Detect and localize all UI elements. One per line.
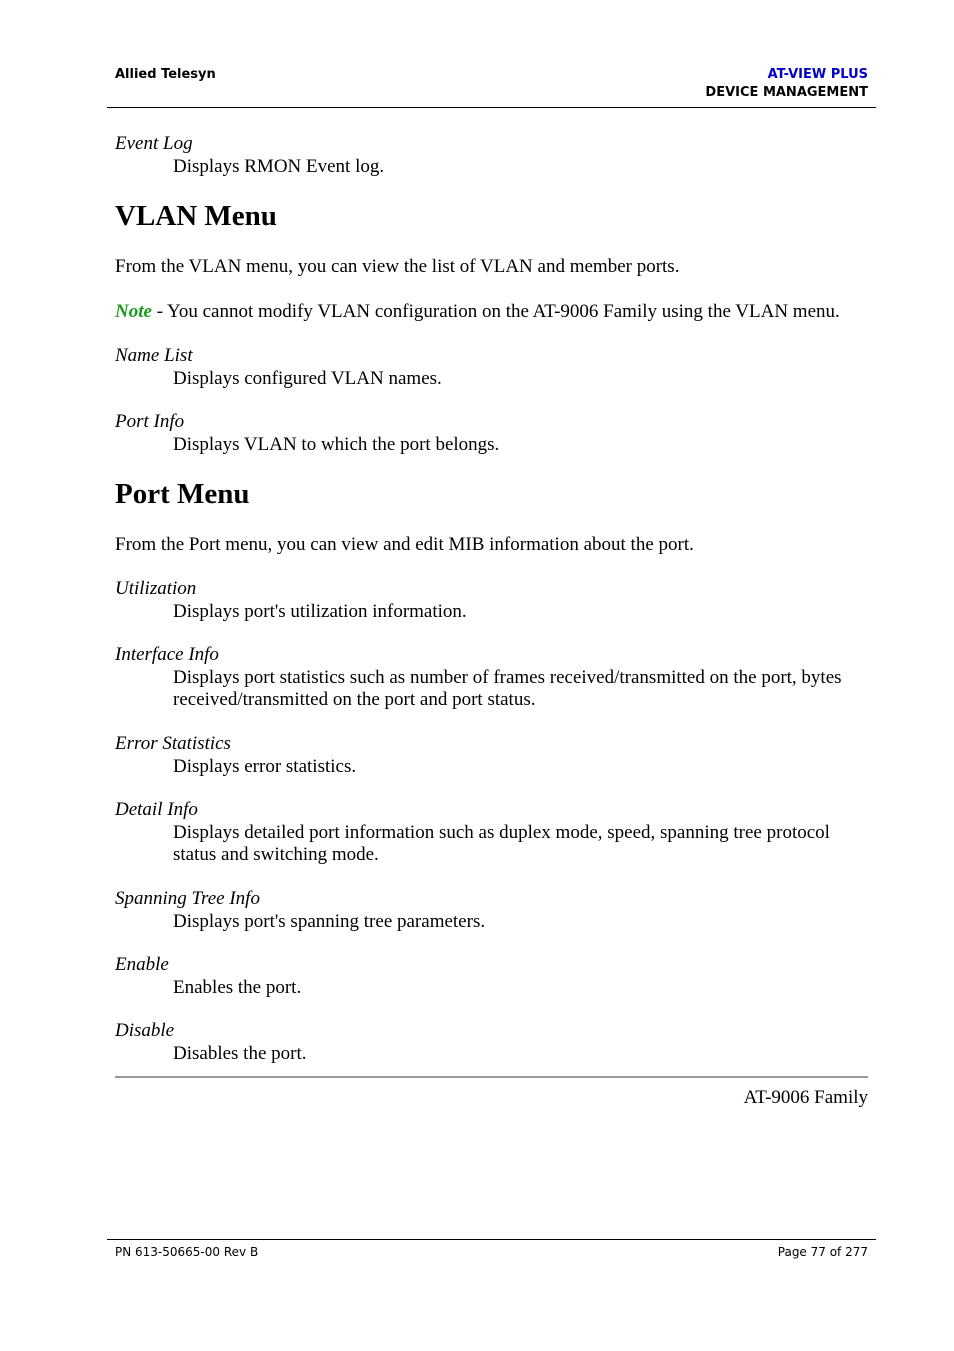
header-section: DEVICE MANAGEMENT — [705, 85, 868, 100]
term-name-list: Name List — [115, 345, 193, 366]
vlan-intro: From the VLAN menu, you can view the list of VLAN and member ports. — [115, 256, 680, 277]
heading-vlan-menu: VLAN Menu — [115, 200, 277, 232]
desc-enable: Enables the port. — [173, 977, 302, 998]
desc-spanning-tree-info: Displays port's spanning tree parameters. — [173, 911, 486, 932]
content-divider — [115, 1076, 868, 1078]
term-disable: Disable — [115, 1020, 175, 1041]
term-event-log: Event Log — [115, 133, 193, 154]
port-intro: From the Port menu, you can view and edit MIB information about the port. — [115, 534, 694, 555]
header-divider — [107, 107, 876, 108]
desc-error-statistics: Displays error statistics. — [173, 756, 357, 777]
desc-disable: Disables the port. — [173, 1043, 307, 1064]
desc-utilization: Displays port's utilization information. — [173, 601, 467, 622]
heading-port-menu: Port Menu — [115, 478, 250, 510]
term-port-info: Port Info — [115, 411, 185, 432]
term-error-statistics: Error Statistics — [115, 733, 231, 754]
vlan-note — [115, 301, 875, 323]
header-company: Allied Telesyn — [115, 67, 216, 82]
term-interface-info: Interface Info — [115, 644, 219, 665]
footer-divider — [107, 1239, 876, 1240]
term-spanning-tree-info: Spanning Tree Info — [115, 888, 260, 909]
footer-page-number: Page 77 of 277 — [777, 1245, 868, 1259]
footer-part-number: PN 613-50665-00 Rev B — [115, 1245, 259, 1259]
term-detail-info: Detail Info — [115, 799, 198, 820]
note-label: Note — [115, 301, 152, 322]
desc-name-list: Displays configured VLAN names. — [173, 368, 442, 389]
header-product: AT-VIEW PLUS — [767, 67, 868, 82]
desc-interface-info: Displays port statistics such as number of frames received/transmitted on the port, bytes received/transmitted on the port and port status. — [173, 667, 842, 710]
term-utilization: Utilization — [115, 578, 197, 599]
product-family: AT-9006 Family — [743, 1087, 868, 1108]
desc-detail-info: Displays detailed port information such as duplex mode, speed, spanning tree protocol status and switching mode. — [173, 822, 830, 865]
term-enable: Enable — [115, 954, 169, 975]
desc-port-info: Displays VLAN to which the port belongs. — [173, 434, 500, 455]
note-text: - You cannot modify VLAN configuration on the AT-9006 Family using the VLAN menu. — [151, 301, 840, 322]
desc-event-log: Displays RMON Event log. — [173, 156, 385, 177]
